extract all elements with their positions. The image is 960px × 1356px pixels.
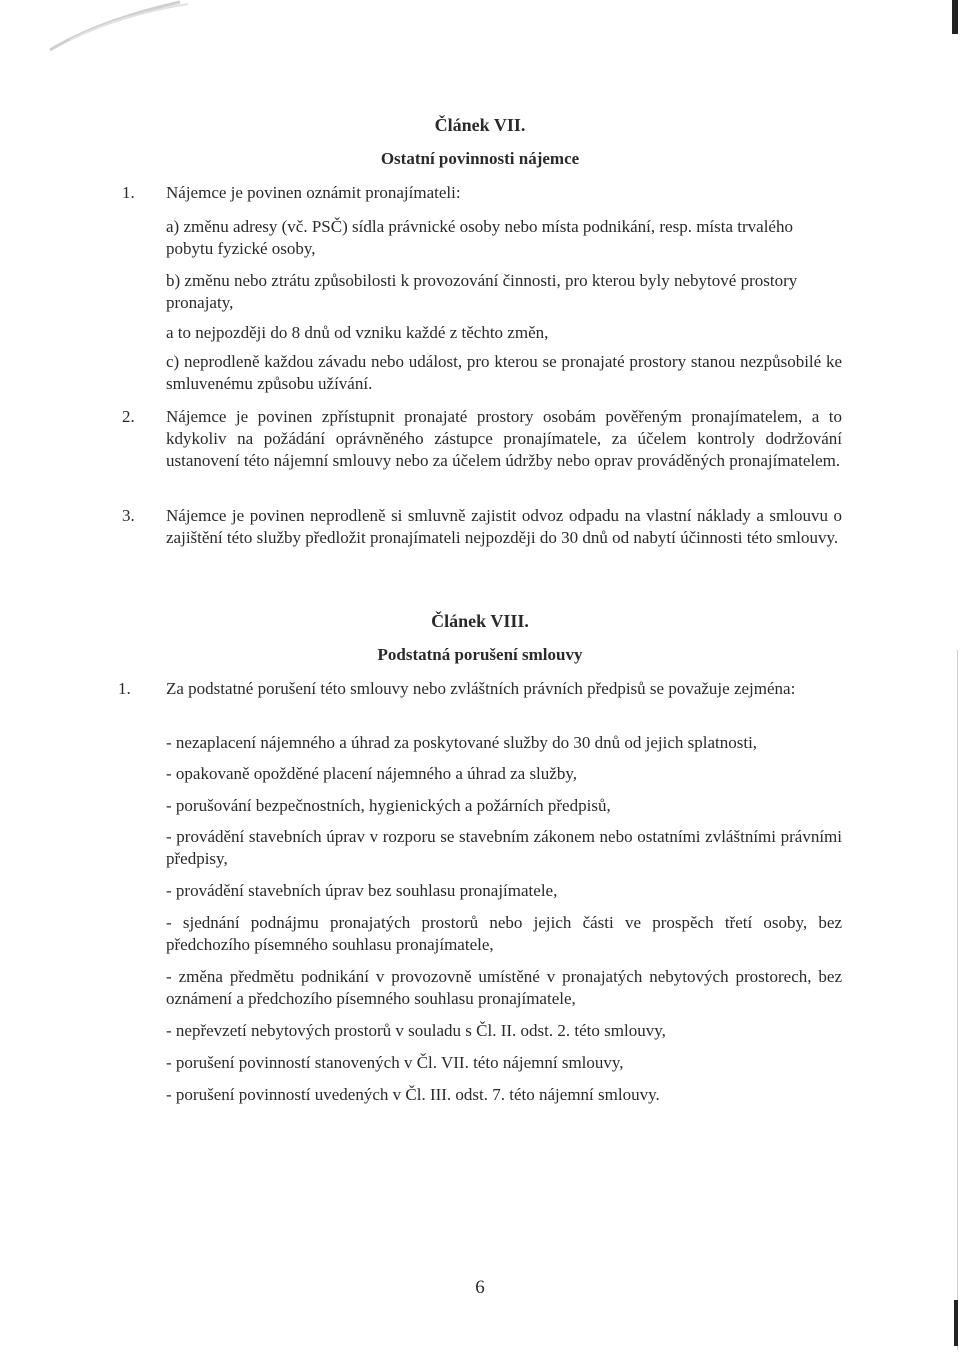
list-item: - změna předmětu podnikání v provozovně umístěné v pronajatých nebytových prostorech, bez oznámení a předchozího písemného souhlasu pronajímatele, — [166, 967, 842, 1008]
list-item: - nepřevzetí nebytových prostorů v souladu s Čl. II. odst. 2. této smlouvy, — [166, 1021, 666, 1040]
paragraph-number: 1. — [118, 679, 131, 698]
list-item: - porušení povinností uvedených v Čl. III. odst. 7. této nájemní smlouvy. — [166, 1085, 660, 1104]
list-item: - nezaplacení nájemného a úhrad za poskytované služby do 30 dnů od jejich splatnosti, — [166, 733, 758, 752]
list-item: - sjednání podnájmu pronajatých prostorů nebo jejich části ve prospěch třetí osoby, bez předchozího písemného souhlasu pronajímatele, — [166, 913, 842, 954]
page-number: 6 — [475, 1277, 485, 1298]
paragraph-number: 1. — [122, 183, 135, 202]
list-item: - provádění stavebních úprav bez souhlasu pronajímatele, — [166, 881, 558, 900]
scan-edge-line — [957, 650, 958, 1350]
paragraph-text: a to nejpozději do 8 dnů od vzniku každé z těchto změn, — [166, 323, 549, 342]
article-title: Článek VIII. — [431, 611, 529, 631]
scan-smudge — [40, 0, 190, 60]
paragraph-text: Nájemce je povinen neprodleně si smluvně zajistit odvoz odpadu na vlastní náklady a smlouvu o zajištění této služby předložit pronajímateli nejpozději do 30 dnů od nabytí účinnosti této smlouvy. — [166, 506, 842, 547]
scan-edge-mark — [954, 1300, 958, 1346]
paragraph-number: 3. — [122, 506, 135, 525]
paragraph-number: 2. — [122, 407, 135, 426]
article-title: Článek VII. — [434, 115, 526, 135]
scan-edge-mark — [952, 0, 958, 34]
list-item: b) změnu nebo ztrátu způsobilosti k provozování činnosti, pro kterou byly nebytové prostory pronajaty, — [166, 271, 798, 312]
list-item: - porušování bezpečnostních, hygienických a požárních předpisů, — [166, 796, 611, 815]
article-subtitle: Podstatná porušení smlouvy — [377, 645, 583, 664]
article-subtitle: Ostatní povinnosti nájemce — [380, 149, 580, 168]
list-item: a) změnu adresy (vč. PSČ) sídla právnické osoby nebo místa podnikání, resp. místa trvalého pobytu fyzické osoby, — [166, 217, 793, 258]
list-item: - porušení povinností stanovených v Čl. VII. této nájemní smlouvy, — [166, 1053, 624, 1072]
paragraph-intro: Za podstatné porušení této smlouvy nebo zvláštních právních předpisů se považuje zejména: — [166, 679, 796, 698]
list-item: - provádění stavebních úprav v rozporu se stavebním zákonem nebo ostatními zvláštními právními předpisy, — [166, 827, 842, 868]
list-item: - opakovaně opožděné placení nájemného a úhrad za služby, — [166, 764, 577, 783]
list-item: c) neprodleně každou závadu nebo událost, pro kterou se pronajaté prostory stanou nezpůsobilé ke smluvenému způsobu užívání. — [166, 352, 842, 393]
paragraph-intro: Nájemce je povinen oznámit pronajímateli: — [166, 183, 461, 202]
paragraph-text: Nájemce je povinen zpřístupnit pronajaté prostory osobám pověřeným pronajímatelem, a to kdykoliv na požádání oprávněného zástupce pronajímatele, za účelem kontroly dodržování ustanovení této nájemní smlouvy nebo za účelem údržby nebo oprav prováděných pronajímatelem. — [166, 407, 842, 470]
